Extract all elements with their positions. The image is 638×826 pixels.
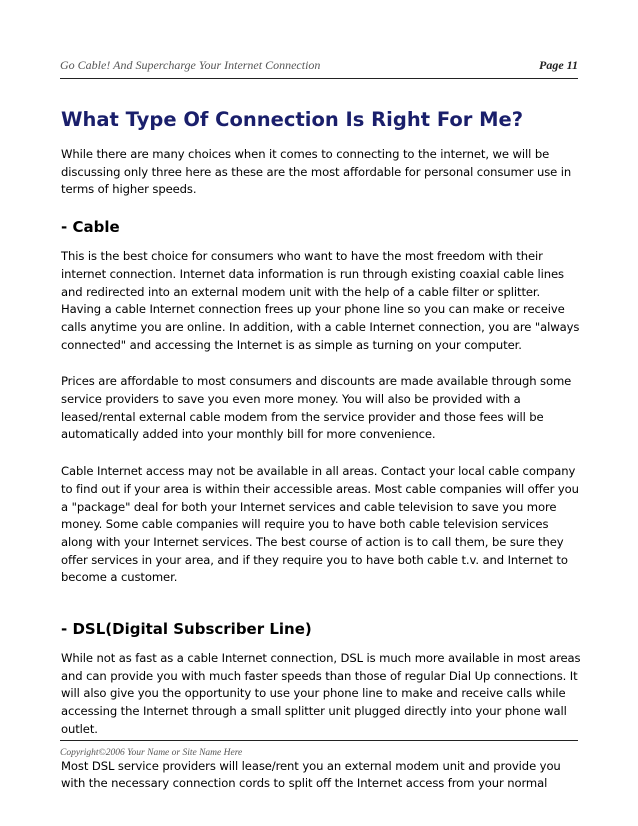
page-footer xyxy=(60,740,578,760)
cable-paragraph-3: Cable Internet access may not be available in all areas. Contact your local cable company to find out if your area is within their accessible areas. Most cable companies will offer you a "package" deal for both your Internet services and cable television to save you more money. Some cable companies will require you to have both cable television services along with your Internet services. The best course of action is to call them, be sure they offer services in your area, and if they require you to have both cable t.v. and Internet to become a customer. xyxy=(61,464,579,585)
dsl-paragraph-1: While not as fast as a cable Internet connection, DSL is much more available in most areas and can provide you with much faster speeds than those of regular Dial Up connections. It will also give you the opportunity to use your phone line to make and receive calls while accessing the Internet through a small splitter unit plugged directly into your phone wall outlet. xyxy=(61,651,581,736)
section-heading-cable: - Cable xyxy=(61,218,120,237)
cable-paragraph-1: This is the best choice for consumers who want to have the most freedom with their internet connection. Internet data information is run through existing coaxial cable lines and redirected into an external modem unit with the help of a cable filter or splitter. Having a cable Internet connection frees up your phone line so you can make or receive calls anytime you are online. In addition, with a cable Internet connection, you are "always connected" and accessing the Internet is as simple as turning on your computer. xyxy=(61,249,580,352)
cable-paragraph-2: Prices are affordable to most consumers and discounts are made available through some service providers to save you even more money. You will also be provided with a leased/rental external cable modem from the service provider and those fees will be automatically added into your monthly bill for more convenience. xyxy=(61,374,572,442)
header-title: Go Cable! And Supercharge Your Internet Connection xyxy=(60,58,321,72)
intro-paragraph: While there are many choices when it comes to connecting to the internet, we will be discussing only three here as these are the most affordable for personal consumer use in terms of higher speeds. xyxy=(61,147,572,197)
page-title: What Type Of Connection Is Right For Me? xyxy=(61,108,524,131)
page-header xyxy=(60,58,578,79)
dsl-paragraph-2: Most DSL service providers will lease/rent you an external modem unit and provide you with the necessary connection cords to split off the Internet access from your normal xyxy=(61,758,561,791)
copyright-text: Copyright©2006 Your Name or Site Name Here xyxy=(60,748,243,758)
section-heading-dsl: - DSL(Digital Subscriber Line) xyxy=(61,620,312,639)
page-number: Page 11 xyxy=(539,58,578,72)
section-spacer xyxy=(61,606,583,620)
page-body xyxy=(61,108,583,793)
